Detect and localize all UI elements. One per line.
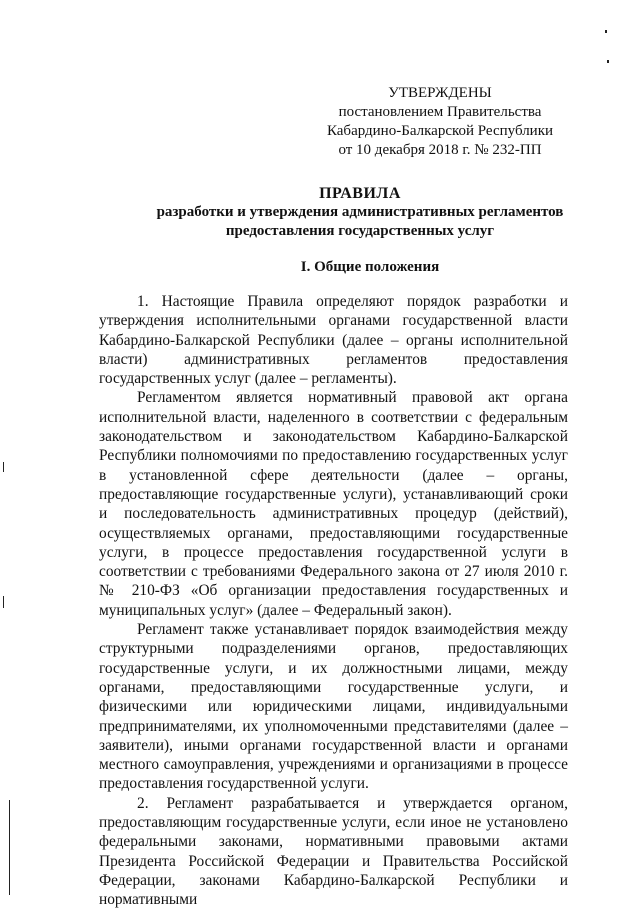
- approval-decree: постановлением Правительства: [338, 104, 542, 120]
- scan-edge-mark: [3, 462, 4, 472]
- scan-edge-mark: [9, 800, 10, 895]
- scan-speck: [605, 30, 607, 33]
- document-body: [99, 292, 568, 910]
- scan-speck: [607, 60, 609, 63]
- paragraph-4: 2. Регламент разрабатывается и утверждается органом, предоставляющим государственные услуги, если иное не установлено федеральными законами, нормативными правовыми актами Президента Российской Федерации и Правительства Российской Федерации, законами Кабардино-Балкарской Республики и нормативными: [99, 794, 568, 909]
- approval-heading: УТВЕРЖДЕНЫ: [388, 85, 492, 101]
- title-main: ПРАВИЛА: [319, 185, 401, 202]
- approval-date: от 10 декабря 2018 г. № 232-ПП: [338, 142, 542, 158]
- approval-stamp: [300, 84, 580, 160]
- title-subtitle-line2: предоставления государственных услуг: [225, 223, 495, 239]
- section-heading: I. Общие положения: [300, 259, 440, 275]
- paragraph-1: 1. Настоящие Правила определяют порядок разработки и утверждения исполнительными органами государственной власти Кабардино-Балкарской Республики (далее – органы исполнительной власти) административных регламентов предоставления государственных услуг (далее – регламенты).: [99, 293, 568, 388]
- document-title: [80, 184, 639, 241]
- approval-republic: Кабардино-Балкарской Республики: [326, 123, 554, 139]
- paragraph-2: Регламентом является нормативный правовой акт органа исполнительной власти, наделенного в соответствии с федеральным законодательством и законодательством Кабардино-Балкарской Республики полномочиями по предоставлению государственных услуг в установленной сфере деятельности (далее – органы, предоставляющие государственные услуги), устанавливающий сроки и последовательность административных процедур (действий), осуществляемых органами, предоставляющими государственные услуги, в процессе предоставления государственной услуги в соответствии с требованиями Федерального закона от 27 июля 2010 г. № 210-ФЗ «Об организации предоставления государственных и муниципальных услуг» (далее – Федеральный закон).: [99, 389, 568, 619]
- scan-edge-mark: [3, 596, 4, 608]
- paragraph-3: Регламент также устанавливает порядок взаимодействия между структурными подразделениями органов, предоставляющих государственные услуги, и их должностными лицами, между органами, предоставляющими государственные услуги, и физическими или юридическими лицами, индивидуальными предпринимателями, их уполномоченными представителями (далее – заявители), иными органами государственной власти и органами местного самоуправления, учреждениями и организациями в процессе предоставления государственной услуги.: [99, 621, 568, 793]
- title-subtitle-line1: разработки и утверждения административных регламентов: [156, 204, 564, 220]
